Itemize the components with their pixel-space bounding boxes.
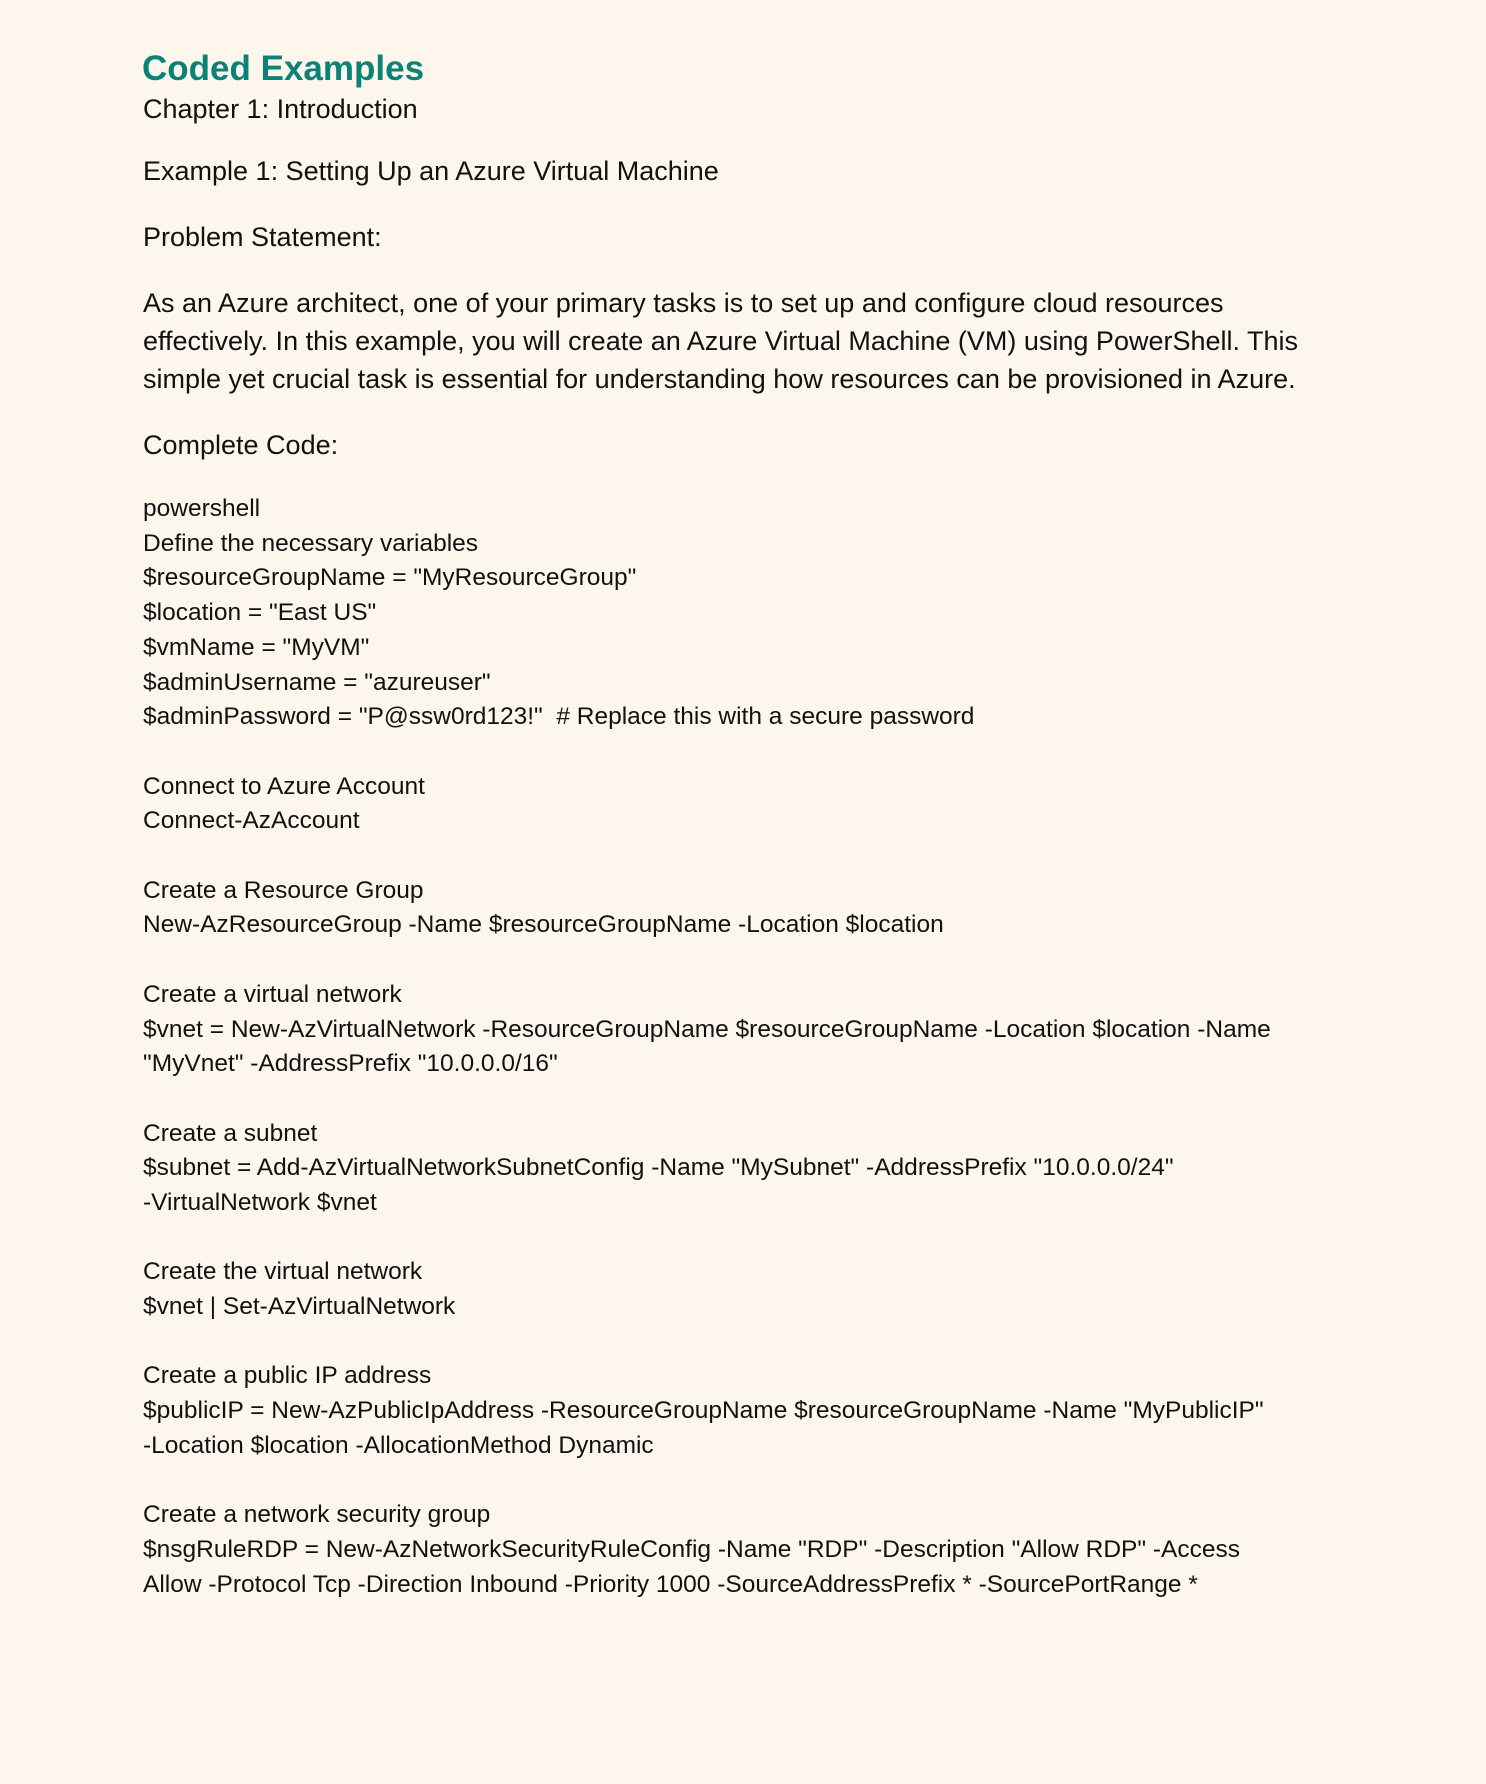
code-line: $adminUsername = "azureuser" (143, 668, 491, 696)
code-line (143, 943, 1346, 978)
code-line: Create a Resource Group (143, 876, 424, 904)
code-line: $vnet | Set-AzVirtualNetwork (143, 1293, 456, 1321)
code-line: Create a public IP address (143, 1362, 432, 1390)
code-line: Create a network security group (143, 1501, 491, 1529)
code-line: Allow -Protocol Tcp -Direction Inbound -Priority 1000 -SourceAddressPrefix * -SourcePortRange * (143, 1570, 1198, 1598)
code-line: "MyVnet" -AddressPrefix "10.0.0.0/16" (143, 1050, 558, 1078)
code-line: -VirtualNetwork $vnet (143, 1189, 377, 1216)
code-line (143, 1325, 1346, 1360)
chapter-heading: Chapter 1: Introduction (143, 94, 418, 124)
code-line: Connect to Azure Account (143, 772, 425, 800)
code-line (143, 839, 1346, 874)
code-line: Create a virtual network (143, 980, 402, 1008)
code-line: Create a subnet (143, 1119, 318, 1147)
code-line: New-AzResourceGroup -Name $resourceGroupName -Location $location (143, 911, 944, 939)
code-line (143, 735, 1346, 770)
code-line (143, 1464, 1346, 1499)
code-line: powershell (143, 495, 261, 522)
example-heading: Example 1: Setting Up an Azure Virtual Machine (143, 156, 719, 186)
code-line: Connect-AzAccount (143, 807, 360, 835)
complete-code-label: Complete Code: (143, 430, 339, 460)
code-line: -Location $location -AllocationMethod Dynamic (143, 1431, 654, 1459)
page-title: Coded Examples (142, 49, 425, 88)
code-line: $publicIP = New-AzPublicIpAddress -ResourceGroupName $resourceGroupName -Name "MyPublicIP" (143, 1397, 1264, 1425)
problem-statement-text: As an Azure architect, one of your primary tasks is to set up and configure cloud resources effectively. In this example, you will create an Azure Virtual Machine (VM) using PowerShell. This simple yet crucial task is essential for understanding how resources can be provisioned in Azure. (143, 288, 1299, 394)
code-line: $vmName = "MyVM" (143, 633, 370, 661)
code-line: $vnet = New-AzVirtualNetwork -ResourceGroupName $resourceGroupName -Location $location -Name (143, 1015, 1271, 1043)
code-line: $location = "East US" (143, 599, 377, 627)
code-line: $adminPassword = "P@ssw0rd123!" # Replace this with a secure password (143, 703, 975, 731)
problem-statement-label: Problem Statement: (143, 222, 382, 252)
code-line: $subnet = Add-AzVirtualNetworkSubnetConfig -Name "MySubnet" -AddressPrefix "10.0.0.0/24" (143, 1154, 1174, 1182)
code-line: $nsgRuleRDP = New-AzNetworkSecurityRuleConfig -Name "RDP" -Description "Allow RDP" -Access (143, 1535, 1241, 1563)
code-line (143, 1082, 1346, 1117)
code-line: Define the necessary variables (143, 529, 479, 557)
code-line (143, 1221, 1346, 1256)
code-line: Create the virtual network (143, 1258, 423, 1286)
code-block (143, 492, 1346, 1602)
code-line: $resourceGroupName = "MyResourceGroup" (143, 564, 637, 592)
